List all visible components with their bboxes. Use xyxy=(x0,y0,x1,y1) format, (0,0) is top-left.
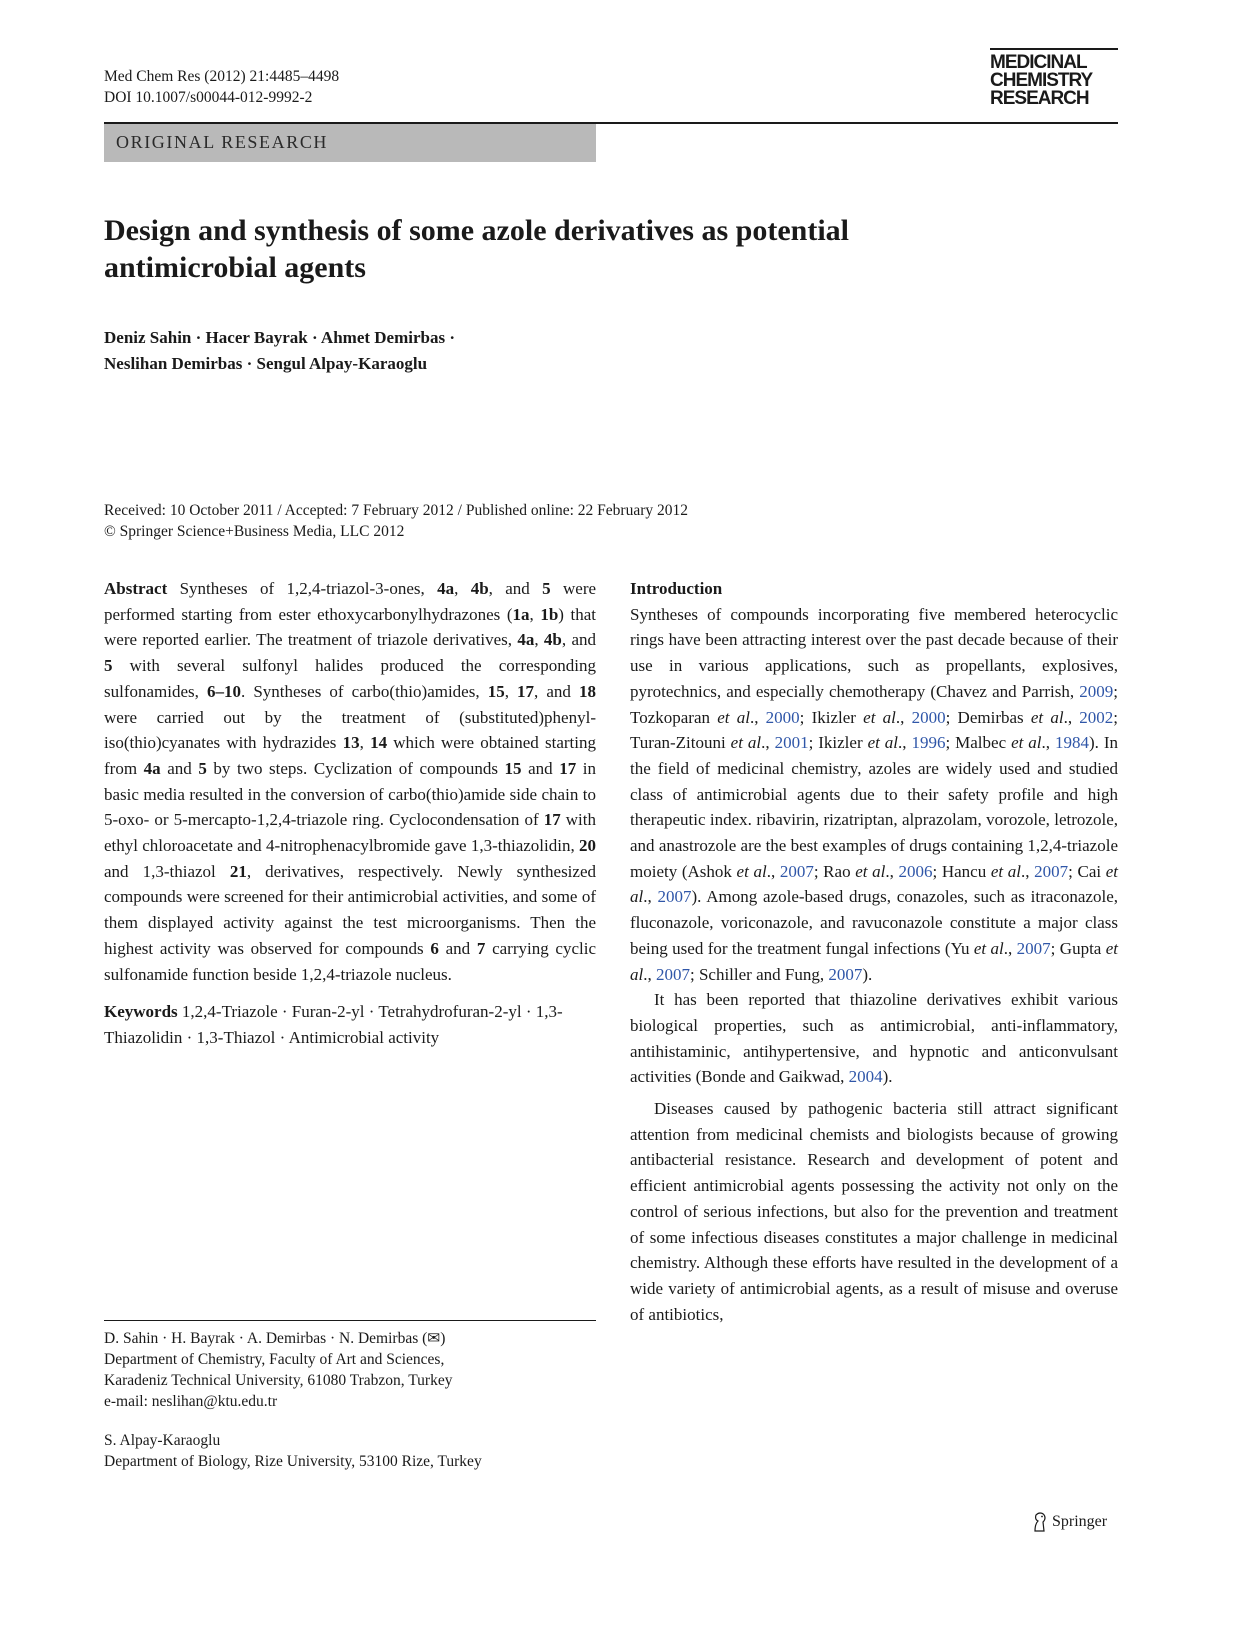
copyright-line: © Springer Science+Business Media, LLC 2012 xyxy=(104,523,405,540)
citation-link[interactable]: 2001 xyxy=(774,733,809,753)
doi: DOI 10.1007/s00044-012-9992-2 xyxy=(104,89,313,106)
received-accepted-line: Received: 10 October 2011 / Accepted: 7 February 2012 / Published online: 22 February 2012 xyxy=(104,502,688,519)
intro-paragraph-3: Diseases caused by pathogenic bacteria still attract significant attention from medicinal chemists and biologists because of growing antibacterial resistance. Research and development of potent and efficient antimicrobial agents possessing the activity not only on the control of serious infections, but also for the prevention and treatment of some infectious diseases constitutes a major challenge in medicinal chemistry. Although these efforts have resulted in the development of a wide variety of antimicrobial agents, as a result of misuse and overuse of antibiotics, xyxy=(630,1099,1118,1324)
citation-link[interactable]: 2007 xyxy=(1016,938,1051,958)
citation-link[interactable]: 2002 xyxy=(1079,707,1114,727)
author-list xyxy=(104,325,804,377)
affiliation-authors: D. Sahin · H. Bayrak · A. Demirbas · N. Demirbas (✉) xyxy=(104,1330,446,1347)
abstract: Abstract Syntheses of 1,2,4-triazol-3-ones, 4a, 4b, and 5 were performed starting from ester ethoxycarbonylhydrazones (1a, 1b) that were reported earlier. The treatment of triazole derivatives, 4a, 4b, and 5 with several sulfonyl halides produced the corresponding sulfonamides, 6–10. Syntheses of carbo(thio)amides, 15, 17, and 18 were carried out by the treatment of (substituted)phenyl-iso(thio)cyanates with hydrazides 13, 14 which were obtained starting from 4a and 5 by two steps. Cyclization of compounds 15 and 17 in basic media resulted in the conversion of carbo(thio)amide side chain to 5-oxo- or 5-mercapto-1,2,4-triazole ring. Cyclocondensation of 17 with ethyl chloroacetate and 4-nitrophenacylbromide gave 1,3-thiazolidin, 20 and 1,3-thiazol 21, derivatives, respectively. Newly synthesized compounds were screened for their antimicrobial activities, and some of them displayed activity against the test microorganisms. Then the highest activity was observed for compounds 6 and 7 carrying cyclic sulfonamide function beside 1,2,4-triazole nucleus. xyxy=(104,579,597,984)
citation-link[interactable]: 1984 xyxy=(1054,733,1089,753)
logo-line: CHEMISTRY xyxy=(990,70,1093,91)
publisher-footer xyxy=(1032,1512,1107,1532)
citation-link[interactable]: 2007 xyxy=(657,887,692,907)
citation-link[interactable]: 2000 xyxy=(911,707,946,727)
authors-line: Deniz Sahin · Hacer Bayrak · Ahmet Demirbas · xyxy=(104,328,456,347)
footnote-rule xyxy=(104,1320,596,1321)
citation-link[interactable]: 2000 xyxy=(765,707,800,727)
keywords-text: 1,2,4-Triazole · Furan-2-yl · Tetrahydrofuran-2-yl · 1,3-Thiazolidin · 1,3-Thiazol · Antimicrobial activity xyxy=(104,1002,563,1047)
springer-horse-icon xyxy=(1032,1512,1048,1532)
citation-link[interactable]: 2007 xyxy=(779,861,814,881)
intro-paragraph-2: It has been reported that thiazoline derivatives exhibit various biological properties, such as antimicrobial, anti-inflammatory, antihistaminic, antihypertensive, and hypnotic and anticonvulsant activities (Bonde and Gaikwad, 2004). xyxy=(630,990,1118,1087)
affiliation-institution: Karadeniz Technical University, 61080 Trabzon, Turkey xyxy=(104,1372,453,1389)
affiliation-biology xyxy=(104,1430,596,1472)
publisher-name: Springer xyxy=(1052,1513,1108,1530)
publication-dates xyxy=(104,500,1004,542)
keywords-label: Keywords xyxy=(104,1002,178,1022)
logo-line: MEDICINAL xyxy=(990,52,1087,73)
logo-line: RESEARCH xyxy=(990,88,1089,109)
paper-title: Design and synthesis of some azole derivatives as potential antimicrobial agents xyxy=(104,214,849,284)
section-label: ORIGINAL RESEARCH xyxy=(116,132,329,152)
keywords xyxy=(104,999,596,1050)
citation-link[interactable]: 2007 xyxy=(828,964,863,984)
affiliation-dept: Department of Biology, Rize University, 53100 Rize, Turkey xyxy=(104,1453,482,1470)
affiliation-chemistry xyxy=(104,1328,596,1412)
journal-logo xyxy=(990,48,1118,108)
citation-link[interactable]: 2007 xyxy=(655,964,690,984)
journal-citation xyxy=(104,66,339,108)
citation-link[interactable]: 2009 xyxy=(1079,681,1114,701)
citation-link[interactable]: 2004 xyxy=(848,1067,883,1087)
citation-link[interactable]: 2006 xyxy=(898,861,933,881)
authors-line: Neslihan Demirbas · Sengul Alpay-Karaoglu xyxy=(104,354,428,373)
journal-reference: Med Chem Res (2012) 21:4485–4498 xyxy=(104,68,340,85)
intro-paragraph-1: Syntheses of compounds incorporating five membered heterocyclic rings have been attracting interest over the past decade because of their use in various applications, such as propellants, explosives, pyrotechnics, and especially chemotherapy (Chavez and Parrish, 2009; Tozkoparan et al., 2000; Ikizler et al., 2000; Demirbas et al., 2002; Turan-Zitouni et al., 2001; Ikizler et al., 1996; Malbec et al., 1984). In the field of medicinal chemistry, azoles are widely used and studied class of antimicrobial agents due to their safety profile and high therapeutic index. ribavirin, rizatriptan, alprazolam, vorozole, letrozole, and anastrozole are the best examples of drugs containing 1,2,4-triazole moiety (Ashok et al., 2007; Rao et al., 2006; Hancu et al., 2007; Cai et al., 2007). Among azole-based drugs, conazoles, such as itraconazole, fluconazole, voriconazole, and ravuconazole constitute a major class being used for the treatment fungal infections (Yu et al., 2007; Gupta et al., 2007; Schiller and Fung, 2007). xyxy=(630,604,1119,984)
right-column xyxy=(630,576,1118,1327)
introduction-heading: Introduction xyxy=(630,579,723,598)
citation-link[interactable]: 1996 xyxy=(911,733,946,753)
affiliation-authors: S. Alpay-Karaoglu xyxy=(104,1432,221,1449)
abstract-label: Abstract xyxy=(104,579,168,598)
left-column xyxy=(104,576,596,1051)
citation-link[interactable]: 2007 xyxy=(1034,861,1069,881)
email-link[interactable]: e-mail: neslihan@ktu.edu.tr xyxy=(104,1393,278,1410)
affiliation-dept: Department of Chemistry, Faculty of Art and Sciences, xyxy=(104,1351,445,1368)
